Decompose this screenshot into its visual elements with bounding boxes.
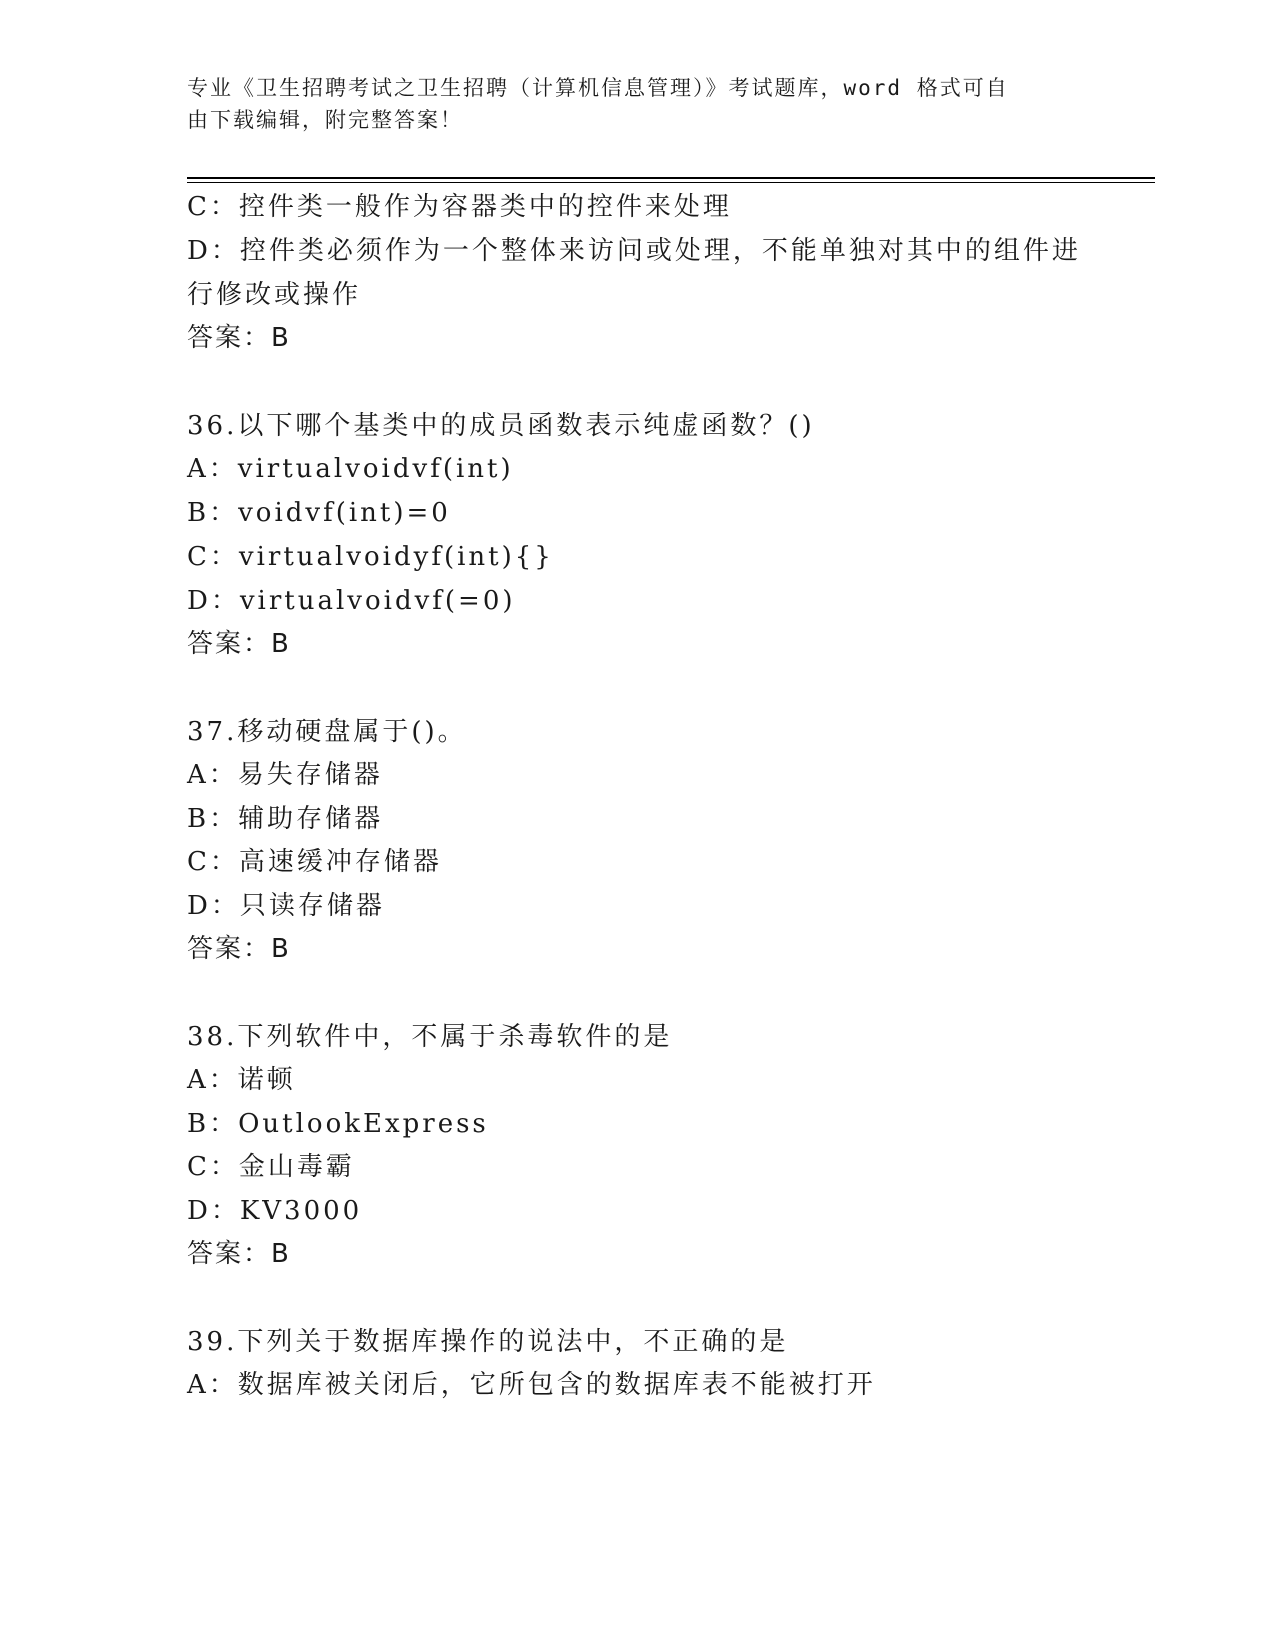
q39-question: 39.下列关于数据库操作的说法中，不正确的是 (187, 1327, 789, 1357)
q38-question: 38.下列软件中，不属于杀毒软件的是 (187, 1022, 673, 1052)
q35-option-c: C：控件类一般作为容器类中的控件来处理 (187, 192, 732, 222)
q37-question: 37.移动硬盘属于()。 (187, 717, 467, 747)
q35-answer: 答案：B (187, 323, 291, 353)
q35-option-d: D：控件类必须作为一个整体来访问或处理，不能单独对其中的组件进 (187, 236, 1081, 266)
q37-option-d: D：只读存储器 (187, 891, 385, 921)
q36-answer: 答案：B (187, 629, 291, 659)
q37-option-b: B：辅助存储器 (187, 804, 384, 834)
q39-option-a: A：数据库被关闭后，它所包含的数据库表不能被打开 (187, 1370, 876, 1400)
header-line-2: 由下载编辑，附完整答案！ (187, 108, 463, 132)
q35-option-d-continued: 行修改或操作 (187, 280, 362, 310)
q38-answer: 答案：B (187, 1239, 291, 1269)
q37-answer: 答案：B (187, 934, 291, 964)
q38-option-a: A：诺顿 (187, 1065, 296, 1095)
header-divider-thick (187, 177, 1155, 179)
q37-option-a: A：易失存储器 (187, 760, 383, 790)
q38-option-b: B：OutlookExpress (187, 1109, 489, 1139)
document-header (187, 72, 1067, 136)
q38-option-c: C：金山毒霸 (187, 1152, 355, 1182)
q36-option-c: C：virtualvoidyf(int){} (187, 542, 554, 572)
q36-question: 36.以下哪个基类中的成员函数表示纯虚函数？() (187, 411, 815, 441)
q36-option-d: D：virtualvoidvf(=0) (187, 586, 516, 616)
header-divider-thin (187, 182, 1155, 183)
q36-option-a: A：virtualvoidvf(int) (187, 454, 514, 484)
q38-option-d: D：KV3000 (187, 1196, 363, 1226)
header-line-1: 专业《卫生招聘考试之卫生招聘（计算机信息管理）》考试题库，word 格式可自 (187, 76, 1009, 100)
q37-option-c: C：高速缓冲存储器 (187, 847, 442, 877)
q36-option-b: B：voidvf(int)=0 (187, 498, 451, 528)
